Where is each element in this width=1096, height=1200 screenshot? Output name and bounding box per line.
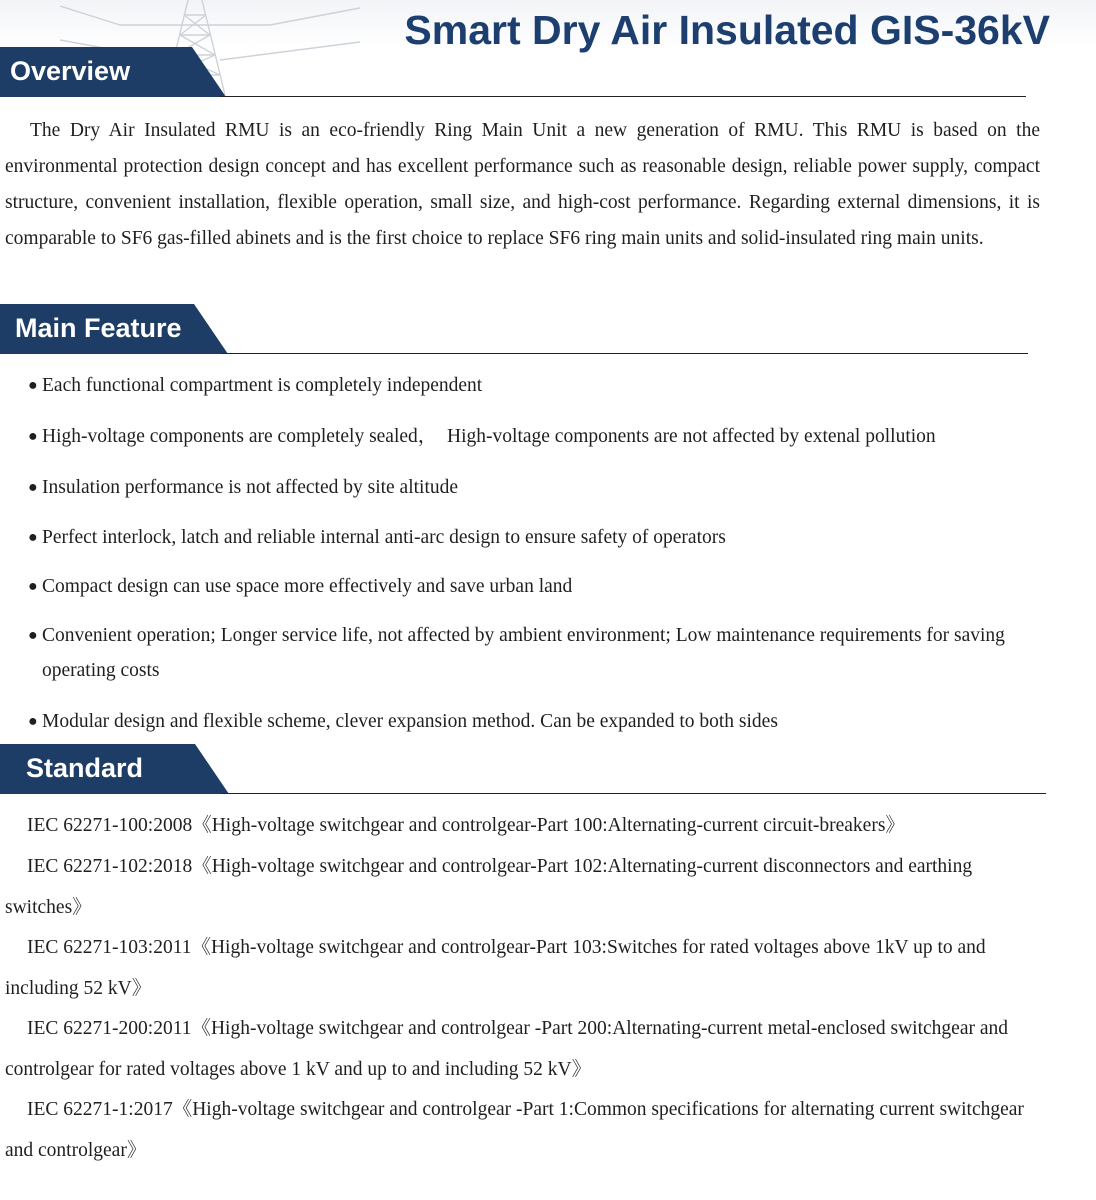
standard-item: IEC 62271-1:2017《High-voltage switchgear and controlgear -Part 1:Common specifications for alternating current switchgear and controlgear》 xyxy=(5,1099,1024,1161)
bullet-icon: ● xyxy=(28,428,38,445)
standard-item: IEC 62271-102:2018《High-voltage switchgear and controlgear-Part 102:Alternating-current disconnectors and earthing switches》 xyxy=(5,856,973,918)
bullet-icon: ● xyxy=(28,627,38,644)
feature-item xyxy=(28,368,1028,403)
section-divider xyxy=(222,353,1028,354)
feature-text: Each functional compartment is completely independent xyxy=(42,375,483,396)
bullet-icon: ● xyxy=(28,377,38,394)
feature-text: Perfect interlock, latch and reliable internal anti-arc design to ensure safety of operators xyxy=(42,527,726,548)
bullet-icon: ● xyxy=(28,578,38,595)
standard-item: IEC 62271-100:2008《High-voltage switchgear and controlgear-Part 100:Alternating-current circuit-breakers》 xyxy=(27,815,905,836)
feature-text: Compact design can use space more effectively and save urban land xyxy=(42,576,573,597)
bullet-icon: ● xyxy=(28,529,38,546)
section-title-standard: Standard xyxy=(26,753,144,783)
section-divider xyxy=(222,793,1046,794)
feature-item xyxy=(28,569,1028,604)
section-header-main-feature xyxy=(0,304,1030,354)
overview-paragraph: The Dry Air Insulated RMU is an eco-friendly Ring Main Unit a new generation of RMU. This RMU is based on the environmental protection design concept and has excellent performance such as reasonable design, reliable power supply, compact structure, convenient installation, flexible operation, small size, and high-cost performance. Regarding external dimensions, it is comparable to SF6 gas-filled abinets and is the first choice to replace SF6 ring main units and solid-insulated ring main units. xyxy=(5,120,1040,249)
section-title-overview: Overview xyxy=(10,56,131,86)
feature-item xyxy=(28,419,1028,454)
feature-list xyxy=(28,368,1028,739)
feature-text: High-voltage components are completely sealed， High-voltage components are not affected by extenal pollution xyxy=(42,426,936,447)
feature-text: Modular design and flexible scheme, clever expansion method. Can be expanded to both sides xyxy=(42,711,778,732)
section-title-main-feature: Main Feature xyxy=(15,313,182,343)
feature-text: Convenient operation; Longer service life, not affected by ambient environment; Low maintenance requirements for saving operating costs xyxy=(42,625,1005,681)
section-divider xyxy=(220,96,1026,97)
feature-text: Insulation performance is not affected by site altitude xyxy=(42,477,459,498)
feature-item xyxy=(28,618,1017,688)
standard-item: IEC 62271-200:2011《High-voltage switchgear and controlgear -Part 200:Alternating-current metal-enclosed switchgear and controlgear for rated voltages above 1 kV and up to and including 52 kV》 xyxy=(5,1018,1009,1080)
bullet-icon: ● xyxy=(28,479,38,496)
feature-item xyxy=(28,520,1028,555)
bullet-icon: ● xyxy=(28,713,38,730)
standard-item: IEC 62271-103:2011《High-voltage switchgear and controlgear-Part 103:Switches for rated voltages above 1kV up to and including 52 kV》 xyxy=(5,937,986,999)
section-header-standard xyxy=(0,744,1050,794)
page-title: Smart Dry Air Insulated GIS-36kV xyxy=(404,7,1050,53)
feature-item xyxy=(28,470,1028,505)
feature-item xyxy=(28,704,1028,739)
section-header-overview xyxy=(0,47,1030,97)
